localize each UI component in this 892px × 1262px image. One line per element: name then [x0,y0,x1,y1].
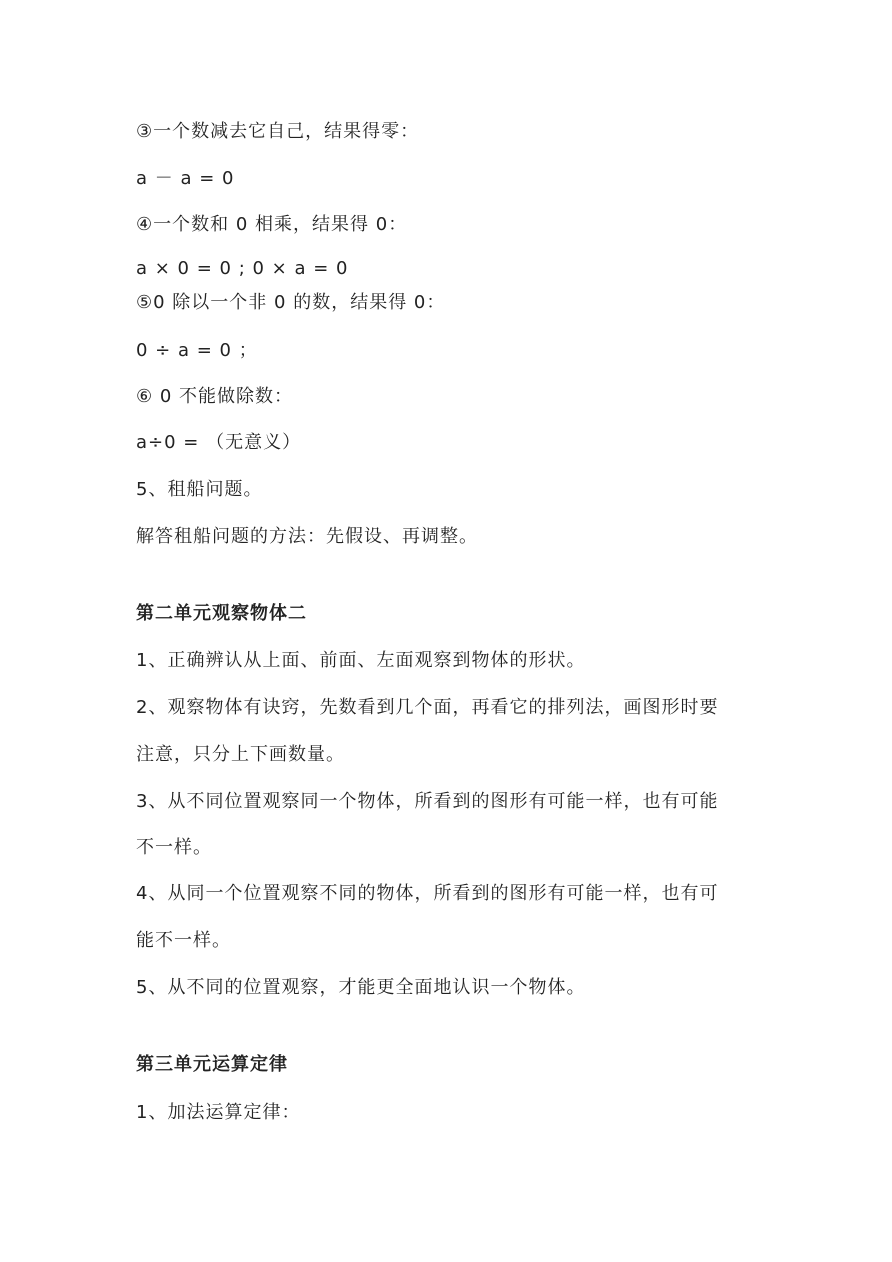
text-line: ④一个数和 0 相乘，结果得 0： [136,214,408,235]
list-item: 1、加法运算定律： [136,1102,301,1123]
formula-line: a × 0 = 0 ; 0 × a = 0 [136,258,349,279]
text-line: 解答租船问题的方法：先假设、再调整。 [136,526,478,547]
list-item: 4、从同一个位置观察不同的物体，所看到的图形有可能一样，也有可 [136,883,719,904]
formula-line: a － a = 0 [136,168,235,189]
text-line: 5、租船问题。 [136,479,263,500]
text-line: ③一个数减去它自己，结果得零： [136,121,420,142]
list-item: 能不一样。 [136,930,231,951]
formula-line: 0 ÷ a = 0 ； [136,340,258,361]
list-item: 2、观察物体有诀窍，先数看到几个面，再看它的排列法，画图形时要 [136,697,719,718]
list-item: 5、从不同的位置观察，才能更全面地认识一个物体。 [136,977,586,998]
list-item: 不一样。 [136,837,212,858]
text-line: ⑤0 除以一个非 0 的数，结果得 0： [136,292,446,313]
list-item: 注意，只分上下画数量。 [136,744,345,765]
list-item: 3、从不同位置观察同一个物体，所看到的图形有可能一样，也有可能 [136,791,719,812]
section-heading: 第三单元运算定律 [136,1054,288,1075]
text-line: ⑥ 0 不能做除数： [136,386,294,407]
section-heading: 第二单元观察物体二 [136,603,307,624]
list-item: 1、正确辨认从上面、前面、左面观察到物体的形状。 [136,650,586,671]
formula-line: a÷0 = （无意义） [136,432,302,453]
